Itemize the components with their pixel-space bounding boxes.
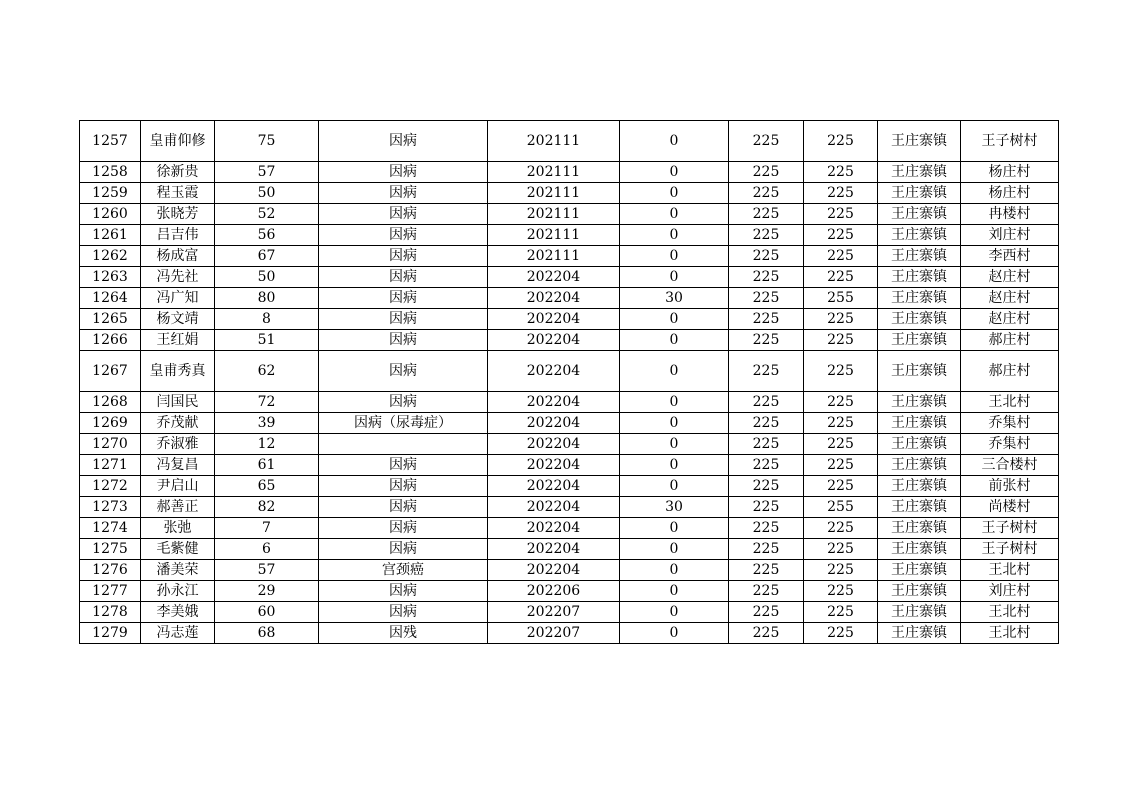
total-amount-cell: 225	[804, 560, 878, 581]
base-amount-cell: 225	[729, 162, 804, 183]
table-row	[80, 267, 1059, 288]
supplement-cell: 30	[620, 288, 729, 309]
reason-cell: 因病	[319, 351, 488, 392]
age-cell: 8	[215, 309, 319, 330]
supplement-cell: 30	[620, 497, 729, 518]
start-month-cell: 202204	[488, 267, 620, 288]
base-amount-cell: 225	[729, 183, 804, 204]
age-cell: 57	[215, 162, 319, 183]
village-cell: 刘庄村	[961, 581, 1059, 602]
reason-cell: 因病	[319, 309, 488, 330]
table-row	[80, 162, 1059, 183]
name-cell: 吕吉伟	[141, 225, 215, 246]
town-cell: 王庄寨镇	[878, 330, 961, 351]
name-cell: 孙永江	[141, 581, 215, 602]
total-amount-cell: 225	[804, 602, 878, 623]
base-amount-cell: 225	[729, 434, 804, 455]
village-cell: 三合楼村	[961, 455, 1059, 476]
village-cell: 王北村	[961, 392, 1059, 413]
reason-cell: 因病	[319, 162, 488, 183]
age-cell: 29	[215, 581, 319, 602]
total-amount-cell: 255	[804, 497, 878, 518]
name-cell: 冯复昌	[141, 455, 215, 476]
base-amount-cell: 225	[729, 623, 804, 644]
table-row	[80, 183, 1059, 204]
village-cell: 王子树村	[961, 518, 1059, 539]
table-row	[80, 623, 1059, 644]
town-cell: 王庄寨镇	[878, 434, 961, 455]
age-cell: 56	[215, 225, 319, 246]
reason-cell: 因病	[319, 288, 488, 309]
row-number-cell: 1279	[80, 623, 141, 644]
name-cell: 郝善正	[141, 497, 215, 518]
row-number-cell: 1263	[80, 267, 141, 288]
table-row	[80, 392, 1059, 413]
start-month-cell: 202206	[488, 581, 620, 602]
relief-roster-table	[79, 120, 1059, 644]
start-month-cell: 202111	[488, 183, 620, 204]
town-cell: 王庄寨镇	[878, 204, 961, 225]
base-amount-cell: 225	[729, 476, 804, 497]
total-amount-cell: 225	[804, 581, 878, 602]
total-amount-cell: 225	[804, 267, 878, 288]
age-cell: 65	[215, 476, 319, 497]
supplement-cell: 0	[620, 602, 729, 623]
base-amount-cell: 225	[729, 413, 804, 434]
village-cell: 杨庄村	[961, 183, 1059, 204]
reason-cell: 因病	[319, 225, 488, 246]
age-cell: 50	[215, 267, 319, 288]
name-cell: 冯先社	[141, 267, 215, 288]
base-amount-cell: 225	[729, 392, 804, 413]
reason-cell: 因病	[319, 539, 488, 560]
supplement-cell: 0	[620, 392, 729, 413]
total-amount-cell: 225	[804, 162, 878, 183]
start-month-cell: 202204	[488, 330, 620, 351]
town-cell: 王庄寨镇	[878, 413, 961, 434]
reason-cell: 因病	[319, 121, 488, 162]
supplement-cell: 0	[620, 121, 729, 162]
base-amount-cell: 225	[729, 309, 804, 330]
name-cell: 徐新贵	[141, 162, 215, 183]
town-cell: 王庄寨镇	[878, 183, 961, 204]
reason-cell: 因病	[319, 183, 488, 204]
base-amount-cell: 225	[729, 602, 804, 623]
table-row	[80, 288, 1059, 309]
row-number-cell: 1276	[80, 560, 141, 581]
base-amount-cell: 225	[729, 225, 804, 246]
start-month-cell: 202207	[488, 602, 620, 623]
row-number-cell: 1257	[80, 121, 141, 162]
base-amount-cell: 225	[729, 288, 804, 309]
reason-cell: 因病	[319, 581, 488, 602]
town-cell: 王庄寨镇	[878, 246, 961, 267]
reason-cell: 因病（尿毒症）	[319, 413, 488, 434]
village-cell: 赵庄村	[961, 267, 1059, 288]
start-month-cell: 202111	[488, 162, 620, 183]
base-amount-cell: 225	[729, 204, 804, 225]
base-amount-cell: 225	[729, 455, 804, 476]
supplement-cell: 0	[620, 330, 729, 351]
table-row	[80, 413, 1059, 434]
supplement-cell: 0	[620, 267, 729, 288]
row-number-cell: 1271	[80, 455, 141, 476]
table-row	[80, 225, 1059, 246]
row-number-cell: 1278	[80, 602, 141, 623]
age-cell: 72	[215, 392, 319, 413]
village-cell: 郝庄村	[961, 330, 1059, 351]
village-cell: 王北村	[961, 560, 1059, 581]
village-cell: 尚楼村	[961, 497, 1059, 518]
base-amount-cell: 225	[729, 518, 804, 539]
village-cell: 李西村	[961, 246, 1059, 267]
table-row	[80, 434, 1059, 455]
row-number-cell: 1277	[80, 581, 141, 602]
start-month-cell: 202111	[488, 225, 620, 246]
name-cell: 皇甫秀真	[141, 351, 215, 392]
age-cell: 60	[215, 602, 319, 623]
start-month-cell: 202204	[488, 539, 620, 560]
supplement-cell: 0	[620, 246, 729, 267]
total-amount-cell: 225	[804, 518, 878, 539]
name-cell: 张弛	[141, 518, 215, 539]
name-cell: 乔淑雅	[141, 434, 215, 455]
row-number-cell: 1273	[80, 497, 141, 518]
village-cell: 王子树村	[961, 121, 1059, 162]
supplement-cell: 0	[620, 434, 729, 455]
village-cell: 赵庄村	[961, 309, 1059, 330]
name-cell: 潘美荣	[141, 560, 215, 581]
town-cell: 王庄寨镇	[878, 539, 961, 560]
supplement-cell: 0	[620, 413, 729, 434]
row-number-cell: 1272	[80, 476, 141, 497]
name-cell: 冯志莲	[141, 623, 215, 644]
row-number-cell: 1259	[80, 183, 141, 204]
base-amount-cell: 225	[729, 560, 804, 581]
start-month-cell: 202111	[488, 246, 620, 267]
name-cell: 乔茂献	[141, 413, 215, 434]
row-number-cell: 1265	[80, 309, 141, 330]
age-cell: 62	[215, 351, 319, 392]
row-number-cell: 1262	[80, 246, 141, 267]
town-cell: 王庄寨镇	[878, 602, 961, 623]
total-amount-cell: 225	[804, 351, 878, 392]
village-cell: 乔集村	[961, 413, 1059, 434]
reason-cell: 因病	[319, 476, 488, 497]
age-cell: 12	[215, 434, 319, 455]
row-number-cell: 1266	[80, 330, 141, 351]
start-month-cell: 202111	[488, 204, 620, 225]
table-row	[80, 351, 1059, 392]
age-cell: 68	[215, 623, 319, 644]
supplement-cell: 0	[620, 225, 729, 246]
total-amount-cell: 255	[804, 288, 878, 309]
village-cell: 刘庄村	[961, 225, 1059, 246]
start-month-cell: 202204	[488, 455, 620, 476]
village-cell: 郝庄村	[961, 351, 1059, 392]
age-cell: 82	[215, 497, 319, 518]
village-cell: 王子树村	[961, 539, 1059, 560]
town-cell: 王庄寨镇	[878, 392, 961, 413]
start-month-cell: 202204	[488, 497, 620, 518]
table-row	[80, 560, 1059, 581]
town-cell: 王庄寨镇	[878, 560, 961, 581]
town-cell: 王庄寨镇	[878, 623, 961, 644]
town-cell: 王庄寨镇	[878, 309, 961, 330]
town-cell: 王庄寨镇	[878, 518, 961, 539]
age-cell: 51	[215, 330, 319, 351]
age-cell: 67	[215, 246, 319, 267]
supplement-cell: 0	[620, 581, 729, 602]
town-cell: 王庄寨镇	[878, 225, 961, 246]
name-cell: 程玉霞	[141, 183, 215, 204]
table-row	[80, 539, 1059, 560]
base-amount-cell: 225	[729, 121, 804, 162]
town-cell: 王庄寨镇	[878, 476, 961, 497]
row-number-cell: 1258	[80, 162, 141, 183]
base-amount-cell: 225	[729, 351, 804, 392]
town-cell: 王庄寨镇	[878, 288, 961, 309]
name-cell: 王红娟	[141, 330, 215, 351]
start-month-cell: 202204	[488, 288, 620, 309]
row-number-cell: 1269	[80, 413, 141, 434]
village-cell: 王北村	[961, 623, 1059, 644]
total-amount-cell: 225	[804, 121, 878, 162]
table-row	[80, 518, 1059, 539]
age-cell: 75	[215, 121, 319, 162]
supplement-cell: 0	[620, 204, 729, 225]
supplement-cell: 0	[620, 518, 729, 539]
age-cell: 80	[215, 288, 319, 309]
table-row	[80, 581, 1059, 602]
start-month-cell: 202204	[488, 560, 620, 581]
total-amount-cell: 225	[804, 183, 878, 204]
name-cell: 尹启山	[141, 476, 215, 497]
name-cell: 杨文靖	[141, 309, 215, 330]
reason-cell: 因病	[319, 602, 488, 623]
village-cell: 乔集村	[961, 434, 1059, 455]
age-cell: 52	[215, 204, 319, 225]
total-amount-cell: 225	[804, 246, 878, 267]
reason-cell: 因病	[319, 330, 488, 351]
total-amount-cell: 225	[804, 476, 878, 497]
village-cell: 王北村	[961, 602, 1059, 623]
supplement-cell: 0	[620, 455, 729, 476]
row-number-cell: 1260	[80, 204, 141, 225]
table-body	[80, 121, 1059, 644]
start-month-cell: 202111	[488, 121, 620, 162]
age-cell: 39	[215, 413, 319, 434]
total-amount-cell: 225	[804, 225, 878, 246]
age-cell: 57	[215, 560, 319, 581]
town-cell: 王庄寨镇	[878, 455, 961, 476]
town-cell: 王庄寨镇	[878, 497, 961, 518]
total-amount-cell: 225	[804, 330, 878, 351]
supplement-cell: 0	[620, 309, 729, 330]
supplement-cell: 0	[620, 539, 729, 560]
base-amount-cell: 225	[729, 267, 804, 288]
start-month-cell: 202204	[488, 434, 620, 455]
row-number-cell: 1268	[80, 392, 141, 413]
reason-cell: 宫颈癌	[319, 560, 488, 581]
town-cell: 王庄寨镇	[878, 267, 961, 288]
town-cell: 王庄寨镇	[878, 162, 961, 183]
table-row	[80, 476, 1059, 497]
row-number-cell: 1267	[80, 351, 141, 392]
row-number-cell: 1264	[80, 288, 141, 309]
reason-cell: 因残	[319, 623, 488, 644]
total-amount-cell: 225	[804, 413, 878, 434]
age-cell: 50	[215, 183, 319, 204]
total-amount-cell: 225	[804, 434, 878, 455]
name-cell: 杨成富	[141, 246, 215, 267]
reason-cell: 因病	[319, 246, 488, 267]
table-row	[80, 204, 1059, 225]
table-row	[80, 309, 1059, 330]
start-month-cell: 202204	[488, 392, 620, 413]
row-number-cell: 1261	[80, 225, 141, 246]
start-month-cell: 202204	[488, 351, 620, 392]
table-row	[80, 121, 1059, 162]
row-number-cell: 1275	[80, 539, 141, 560]
reason-cell: 因病	[319, 455, 488, 476]
start-month-cell: 202204	[488, 476, 620, 497]
name-cell: 冯广知	[141, 288, 215, 309]
reason-cell: 因病	[319, 267, 488, 288]
name-cell: 皇甫仰修	[141, 121, 215, 162]
village-cell: 赵庄村	[961, 288, 1059, 309]
reason-cell: 因病	[319, 392, 488, 413]
total-amount-cell: 225	[804, 204, 878, 225]
base-amount-cell: 225	[729, 497, 804, 518]
base-amount-cell: 225	[729, 539, 804, 560]
table-row	[80, 246, 1059, 267]
table-row	[80, 455, 1059, 476]
table-row	[80, 497, 1059, 518]
town-cell: 王庄寨镇	[878, 121, 961, 162]
supplement-cell: 0	[620, 351, 729, 392]
table-row	[80, 602, 1059, 623]
total-amount-cell: 225	[804, 392, 878, 413]
start-month-cell: 202204	[488, 309, 620, 330]
total-amount-cell: 225	[804, 309, 878, 330]
village-cell: 杨庄村	[961, 162, 1059, 183]
row-number-cell: 1274	[80, 518, 141, 539]
total-amount-cell: 225	[804, 539, 878, 560]
age-cell: 7	[215, 518, 319, 539]
age-cell: 6	[215, 539, 319, 560]
name-cell: 毛紫健	[141, 539, 215, 560]
base-amount-cell: 225	[729, 581, 804, 602]
reason-cell: 因病	[319, 518, 488, 539]
village-cell: 冉楼村	[961, 204, 1059, 225]
reason-cell	[319, 434, 488, 455]
supplement-cell: 0	[620, 162, 729, 183]
supplement-cell: 0	[620, 476, 729, 497]
supplement-cell: 0	[620, 560, 729, 581]
town-cell: 王庄寨镇	[878, 351, 961, 392]
name-cell: 闫国民	[141, 392, 215, 413]
supplement-cell: 0	[620, 183, 729, 204]
supplement-cell: 0	[620, 623, 729, 644]
reason-cell: 因病	[319, 204, 488, 225]
start-month-cell: 202204	[488, 413, 620, 434]
reason-cell: 因病	[319, 497, 488, 518]
row-number-cell: 1270	[80, 434, 141, 455]
village-cell: 前张村	[961, 476, 1059, 497]
table-row	[80, 330, 1059, 351]
start-month-cell: 202204	[488, 518, 620, 539]
total-amount-cell: 225	[804, 623, 878, 644]
name-cell: 张晓芳	[141, 204, 215, 225]
start-month-cell: 202207	[488, 623, 620, 644]
age-cell: 61	[215, 455, 319, 476]
town-cell: 王庄寨镇	[878, 581, 961, 602]
total-amount-cell: 225	[804, 455, 878, 476]
base-amount-cell: 225	[729, 330, 804, 351]
name-cell: 李美娥	[141, 602, 215, 623]
base-amount-cell: 225	[729, 246, 804, 267]
